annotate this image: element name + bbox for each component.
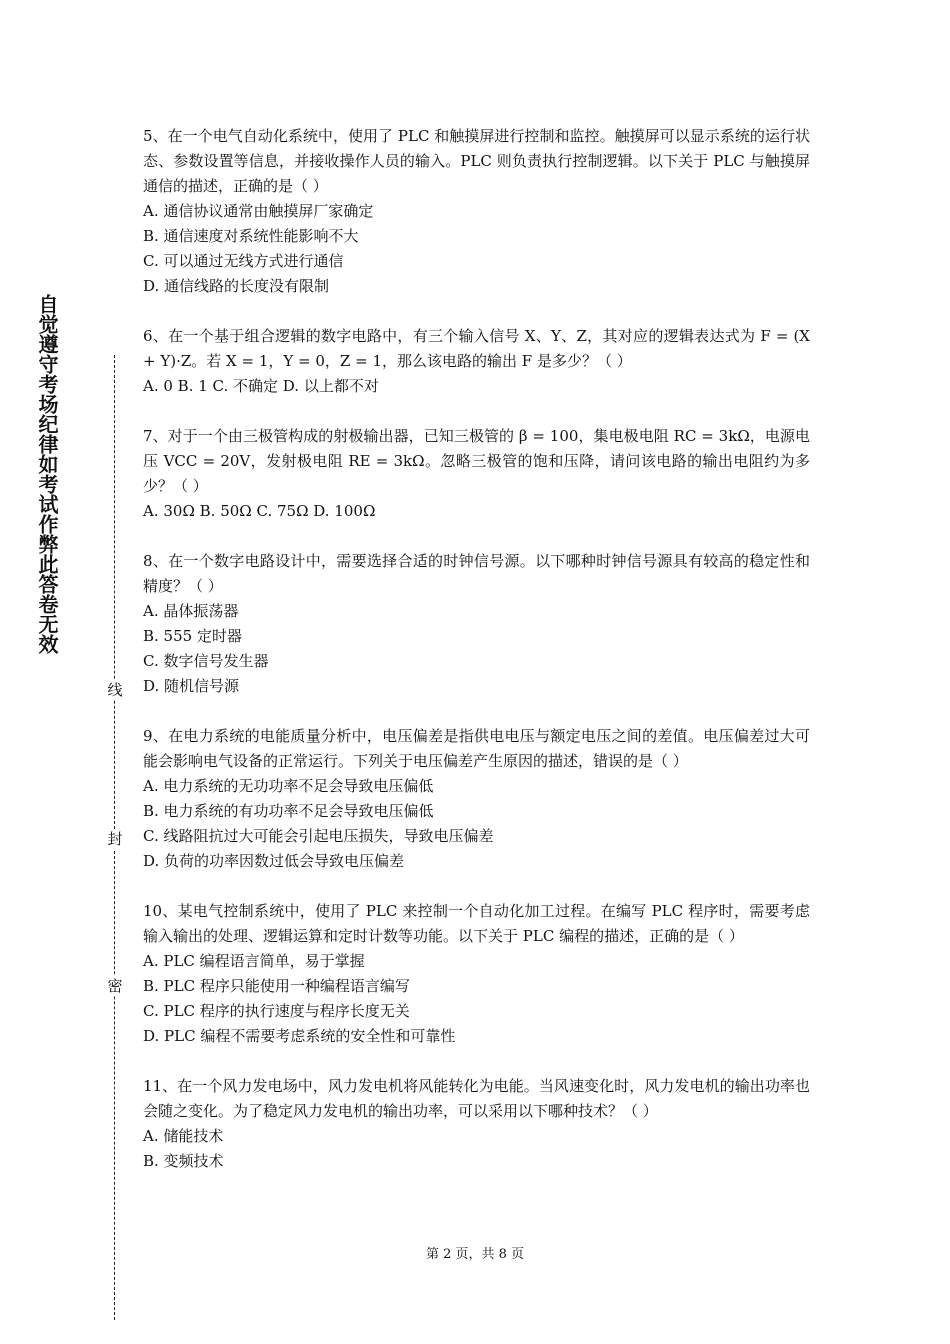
- option-a: A. PLC 编程语言简单，易于掌握: [143, 952, 365, 970]
- option-d: D. 通信线路的长度没有限制: [143, 277, 330, 295]
- binding-label-seal: 封: [105, 829, 125, 849]
- option-a: A. 储能技术: [143, 1127, 224, 1145]
- question-list: [143, 124, 810, 1199]
- question-stem: 5、在一个电气自动化系统中，使用了 PLC 和触摸屏进行控制和监控。触摸屏可以显示系统的运行状态、参数设置等信息，并接收操作人员的输入。PLC 则负责执行控制逻辑。以下关于 PLC 与触摸屏通信的描述，正确的是（ ）: [143, 127, 810, 195]
- question-stem: 6、在一个基于组合逻辑的数字电路中，有三个输入信号 X、Y、Z，其对应的逻辑表达式为 F = (X + Y)·Z。若 X = 1，Y = 0，Z = 1，那么该电路的输出 F 是多少？（ ）: [143, 327, 810, 370]
- option-c: C. 数字信号发生器: [143, 652, 269, 670]
- options-inline: A. 30Ω B. 50Ω C. 75Ω D. 100Ω: [143, 502, 376, 520]
- question-9: [143, 724, 810, 874]
- question-stem: 8、在一个数字电路设计中，需要选择合适的时钟信号源。以下哪种时钟信号源具有较高的稳定性和精度？（ ）: [143, 552, 810, 595]
- question-stem: 10、某电气控制系统中，使用了 PLC 来控制一个自动化加工过程。在编写 PLC 程序时，需要考虑输入输出的处理、逻辑运算和定时计数等功能。以下关于 PLC 编程的描述，正确的是（ ）: [143, 902, 810, 945]
- option-b: B. 电力系统的有功功率不足会导致电压偏低: [143, 802, 434, 820]
- binding-label-secret: 密: [105, 976, 125, 996]
- option-d: D. 负荷的功率因数过低会导致电压偏差: [143, 852, 405, 870]
- option-b: B. PLC 程序只能使用一种编程语言编写: [143, 977, 410, 995]
- question-stem: 11、在一个风力发电场中，风力发电机将风能转化为电能。当风速变化时，风力发电机的输出功率也会随之变化。为了稳定风力发电机的输出功率，可以采用以下哪种技术？（ ）: [143, 1077, 810, 1120]
- option-c: C. 可以通过无线方式进行通信: [143, 252, 344, 270]
- question-stem: 9、在电力系统的电能质量分析中，电压偏差是指供电电压与额定电压之间的差值。电压偏差过大可能会影响电气设备的正常运行。下列关于电压偏差产生原因的描述，错误的是（ ）: [143, 727, 810, 770]
- option-b: B. 555 定时器: [143, 627, 242, 645]
- option-b: B. 通信速度对系统性能影响不大: [143, 227, 359, 245]
- question-11: [143, 1074, 810, 1174]
- question-6: [143, 324, 810, 399]
- question-10: [143, 899, 810, 1049]
- option-a: A. 电力系统的无功功率不足会导致电压偏低: [143, 777, 434, 795]
- question-stem: 7、对于一个由三极管构成的射极输出器，已知三极管的 β = 100，集电极电阻 RC = 3kΩ，电源电压 VCC = 20V，发射极电阻 RE = 3kΩ。忽略三极管的饱和压降，请问该电路的输出电阻约为多少？（ ）: [143, 427, 810, 495]
- option-d: D. PLC 编程不需要考虑系统的安全性和可靠性: [143, 1027, 456, 1045]
- option-c: C. 线路阻抗过大可能会引起电压损失，导致电压偏差: [143, 827, 494, 845]
- option-c: C. PLC 程序的执行速度与程序长度无关: [143, 1002, 410, 1020]
- options-inline: A. 0 B. 1 C. 不确定 D. 以上都不对: [143, 377, 379, 395]
- question-7: [143, 424, 810, 524]
- option-d: D. 随机信号源: [143, 677, 240, 695]
- exam-discipline-notice: 自觉遵守考场纪律如考试作弊此答卷无效: [35, 294, 59, 654]
- page-number-footer: 第 2 页，共 8 页: [425, 1247, 525, 1262]
- option-a: A. 通信协议通常由触摸屏厂家确定: [143, 202, 374, 220]
- question-8: [143, 549, 810, 699]
- binding-label-line: 线: [105, 680, 125, 700]
- question-5: [143, 124, 810, 299]
- option-b: B. 变频技术: [143, 1152, 224, 1170]
- option-a: A. 晶体振荡器: [143, 602, 239, 620]
